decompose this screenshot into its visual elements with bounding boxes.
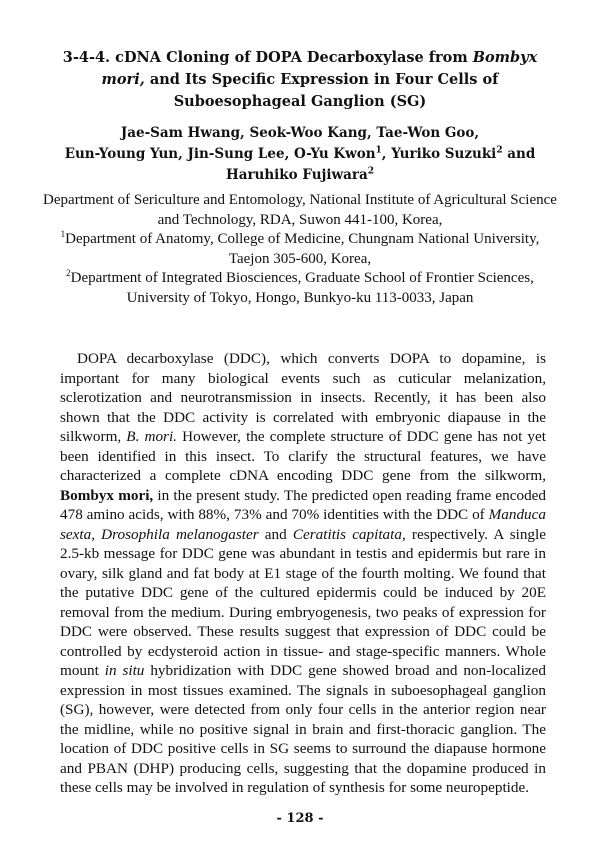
abstract-bold: Bombyx mori, bbox=[60, 486, 154, 504]
author-name: and Haruhiko Fujiwara bbox=[225, 146, 536, 183]
abstract-italic: B. mori. bbox=[126, 428, 177, 445]
affiliation-1 bbox=[40, 230, 560, 269]
abstract-italic: in situ bbox=[104, 662, 145, 679]
author-affiliation-mark: 1 bbox=[375, 145, 382, 156]
author-affiliation-mark: 2 bbox=[496, 145, 503, 156]
author-line: Eun-Young Yun, Jin-Sung Lee, O-Yu Kwon bbox=[64, 146, 376, 162]
title-text-cont: and Its Specific Expression in Four Cells of Suboesophageal Ganglion (SG) bbox=[144, 71, 499, 110]
affiliation-text: Department of Integrated Biosciences, Graduate School of Frontier Sciences, University of Tokyo, Hongo, Bunkyo-ku 113-0033, Japan bbox=[70, 270, 534, 306]
paper-title bbox=[40, 47, 560, 113]
author-list bbox=[50, 123, 550, 186]
abstract-italic: Manduca sexta, Drosophila melanogaster bbox=[60, 506, 546, 543]
page-number: - 128 - bbox=[276, 811, 324, 826]
affiliation-2 bbox=[40, 269, 560, 308]
author-line: Jae-Sam Hwang, Seok-Woo Kang, Tae-Won Goo, bbox=[120, 125, 480, 141]
affiliations bbox=[40, 191, 560, 308]
abstract-text: in the present study. The predicted open reading frame encoded 478 amino acids, with 88%, 73% and 70% identities with the DDC of bbox=[60, 486, 547, 523]
abstract-text: However, the complete structure of DDC gene has not yet been identified in this insect. To clarify the structural features, we have characterized a complete cDNA encoding DDC gene from the silkworm, bbox=[60, 428, 546, 484]
abstract-text: and bbox=[258, 525, 293, 543]
affiliation-mark: 2 bbox=[66, 268, 71, 278]
abstract-italic: Ceratitis capitata, bbox=[292, 525, 406, 543]
abstract-text: hybridization with DDC gene showed broad and non-localized expression in most tissues examined. The signals in suboesophageal ganglion (SG), however, were detected from only four cells in the anterior region near the midline, while no positive signal in brain and first-thoracic ganglion. The location of DDC positive cells in SG seems to surround the diapause hormone and PBAN (DHP) producing cells, suggesting that the dopamine produced in these cells may be involved in regulation of synthesis for some neuropeptide. bbox=[60, 662, 546, 796]
affiliation-text: Department of Anatomy, College of Medicine, Chungnam National University, Taejon 305-600, Korea, bbox=[65, 231, 540, 267]
title-species: Bombyx mori, bbox=[101, 49, 538, 88]
title-text: 3-4-4. cDNA Cloning of DOPA Decarboxylase from bbox=[62, 49, 473, 66]
abstract-body bbox=[60, 349, 546, 798]
affiliation-0 bbox=[40, 191, 560, 230]
affiliation-text: Department of Sericulture and Entomology, National Institute of Agricultural Science and Technology, RDA, Suwon 441-100, Korea, bbox=[43, 192, 557, 228]
abstract-text: respectively. A single 2.5-kb message for DDC gene was abundant in testis and epidermis but rare in ovary, silk gland and fat body at E1 stage of the fourth molting. We found that the putative DDC gene of the cultured epidermis could be induced by 20E removal from the medium. During embryogenesis, two peaks of expression for DDC were observed. These results suggest that expression of DDC could be controlled by ecdysteroid action in tissue- and stage-specific manners. Whole mount bbox=[60, 525, 546, 679]
author-name: , Yuriko Suzuki bbox=[381, 146, 497, 162]
abstract-text: DOPA decarboxylase (DDC), which converts DOPA to dopamine, is important for many biological events such as cuticular melanization, sclerotization and neurotransmission in insects. Recently, it has been also shown that the DDC activity is correlated with embryonic diapause in the silkworm, bbox=[60, 350, 546, 445]
affiliation-mark: 1 bbox=[60, 229, 66, 239]
author-affiliation-mark: 2 bbox=[367, 166, 375, 177]
